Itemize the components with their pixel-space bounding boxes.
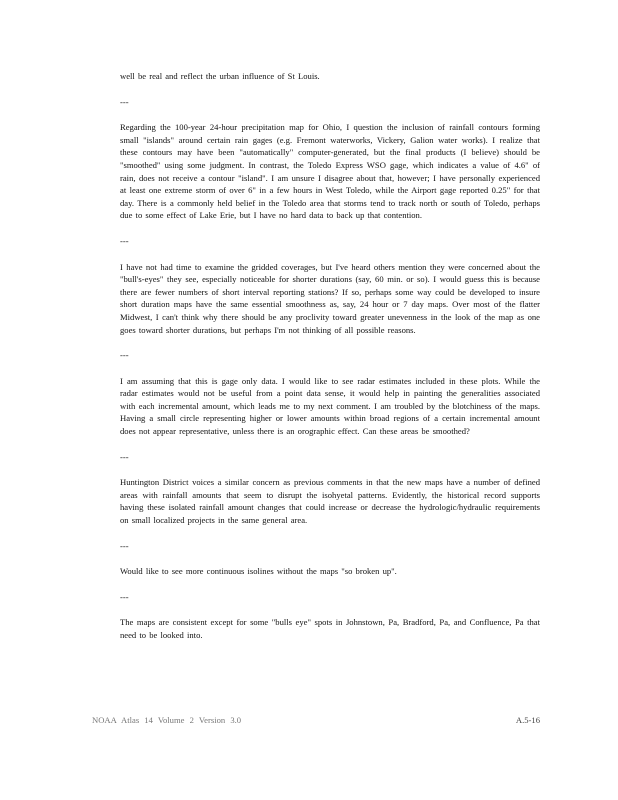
comment-separator: --- bbox=[120, 451, 129, 462]
comment-separator: --- bbox=[120, 350, 129, 361]
document-body bbox=[120, 70, 540, 655]
paragraph-continuous-isolines: Would like to see more continuous isolines without the maps "so broken up". bbox=[120, 566, 397, 577]
paragraph-ohio-map: Regarding the 100-year 24-hour precipitation map for Ohio, I question the inclusion of rainfall contours forming small "islands" around certain rain gages (e.g. Fremont waterworks, Vickery, Galion water works). I realize that these contours may have been "automatically" computer-generated, but the final products (I believe) should be "smoothed" using some judgment. In contrast, the Toledo Express WSO gage, which indicates a value of 4.6" of rain, does not receive a contour "island". I am unsure I disagree about that, however; I have personally experienced at least one extreme storm of over 6" in a few hours in West Toledo, while the Airport gage reported 0.25" for that day. There is a commonly held belief in the Toledo area that storms tend to track north or south of Toledo, perhaps due to some effect of Lake Erie, but I have no hard data to back up that contention. bbox=[120, 122, 540, 221]
footer-document-title: NOAA Atlas 14 Volume 2 Version 3.0 bbox=[92, 715, 242, 725]
footer-page-number: A.5-16 bbox=[515, 715, 540, 725]
comment-separator: --- bbox=[120, 591, 129, 602]
paragraph-huntington-district: Huntington District voices a similar concern as previous comments in that the new maps have a number of defined areas with rainfall amounts that seem to disrupt the isohyetal patterns. Evidently, the historical record supports having these isolated rainfall amount changes that could increase or decrease the hydrologic/hydraulic requirements on small localized projects in the same general area. bbox=[120, 477, 540, 526]
paragraph-radar-estimates: I am assuming that this is gage only data. I would like to see radar estimates included in these plots. While the radar estimates would not be useful from a point data sense, it would help in painting the generalities associated with each incremental amount, which leads me to my next comment. I am troubled by the blotchiness of the maps. Having a small circle representing higher or lower amounts within broad regions of a certain incremental amount does not appear representative, unless there is an orographic effect. Can these areas be smoothed? bbox=[120, 375, 540, 437]
paragraph-st-louis: well be real and reflect the urban influence of St Louis. bbox=[120, 71, 320, 81]
paragraph-bulls-eye-spots: The maps are consistent except for some "bulls eye" spots in Johnstown, Pa, Bradford, Pa, and Confluence, Pa that need to be looked into. bbox=[120, 617, 540, 640]
comment-separator: --- bbox=[120, 96, 129, 107]
paragraph-gridded-coverages: I have not had time to examine the gridded coverages, but I've heard others mention they were concerned about the "bull's-eyes" they see, especially noticeable for shorter durations (say, 60 min. or so). I would guess this is because there are fewer numbers of short interval reporting stations? If so, perhaps some way could be developed to insure short duration maps have the same essential smoothness as, say, 24 hour or 7 day maps. Over most of the flatter Midwest, I can't think why there should be any proclivity toward greater unevenness in the look of the map as one goes toward shorter durations, but perhaps I'm not thinking of all possible reasons. bbox=[120, 261, 540, 335]
comment-separator: --- bbox=[120, 235, 129, 246]
comment-separator: --- bbox=[120, 540, 129, 551]
